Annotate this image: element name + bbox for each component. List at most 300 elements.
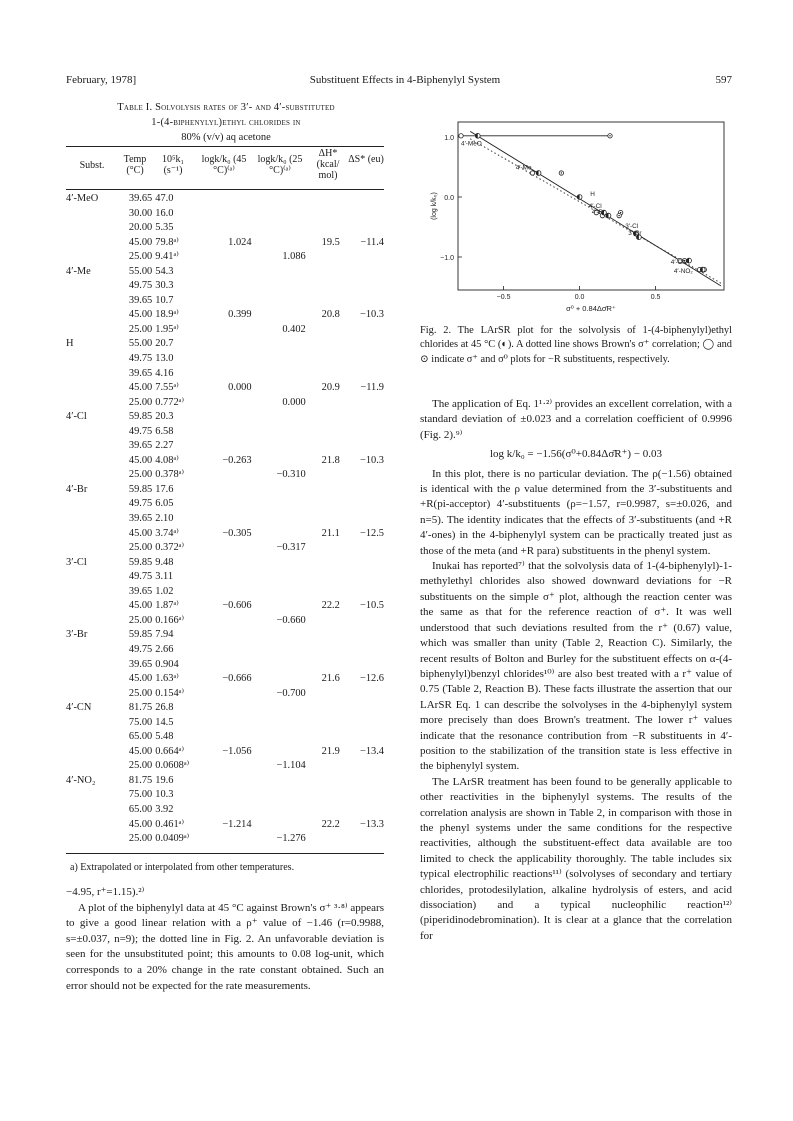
table-row [66, 818, 384, 833]
sigma-zero-point-dot [620, 212, 621, 213]
table-cell-ds: −12.5 [359, 527, 384, 539]
table-cell-dh: 20.9 [321, 382, 340, 394]
table-cell-ds [340, 614, 384, 629]
table-cell-k: 7.55ᵃ⁾ [155, 382, 179, 394]
table-cell-temp: 25.00 [128, 469, 153, 481]
table-top-rule [66, 146, 384, 147]
table-cell-dh [306, 628, 340, 643]
table-cell-temp: 65.00 [128, 803, 153, 815]
table-cell-l45 [201, 483, 251, 498]
x-tick-label: 0.5 [650, 294, 661, 301]
table-cell-temp: 45.00 [128, 382, 153, 394]
table-cell-l25 [252, 207, 306, 222]
table-cell-subst [66, 818, 118, 833]
table-row [66, 352, 384, 367]
table-cell-l25 [252, 730, 306, 745]
table-cell-temp: 39.65 [128, 193, 153, 204]
table-cell-temp: 25.00 [128, 396, 153, 408]
table-row [66, 527, 384, 542]
table-cell-ds [340, 687, 384, 702]
table-cell-subst [66, 207, 118, 222]
table-cell-dh [306, 468, 340, 483]
table-cell-l25 [252, 585, 306, 600]
table-cell-ds [340, 250, 384, 265]
table-row [66, 192, 384, 207]
table-cell-k: 54.3 [155, 265, 174, 277]
table-cell-l25 [252, 643, 306, 658]
table-cell-l45: 0.000 [228, 382, 252, 394]
table-cell-l45: −0.606 [222, 600, 252, 612]
table-cell-ds [340, 367, 384, 382]
table-cell-l45 [201, 788, 251, 803]
table-cell-dh: 21.6 [321, 673, 340, 685]
table-cell-l45 [201, 541, 251, 556]
table-cell-ds [340, 483, 384, 498]
table-cell-temp: 39.65 [128, 294, 153, 306]
table-cell-l45 [201, 658, 251, 673]
table-cell-subst [66, 454, 118, 469]
point-label-br3: 3′-Br [628, 229, 642, 237]
table-cell-l45 [201, 192, 251, 207]
table-cell-l25 [252, 818, 306, 833]
table-cell-dh [306, 367, 340, 382]
table-cell-subst [66, 585, 118, 600]
header-logk25: logk/k₀ (25 °C)⁽ᵃ⁾ [257, 154, 303, 176]
table-cell-dh [306, 832, 340, 847]
table-row [66, 832, 384, 847]
right-paragraph-1: The application of Eq. 1¹·²⁾ provides an excellent correlation, with a standard deviation of ±0.023 and a correlation coefficient of 0.9996 (Fig. 2).⁹⁾ [420, 398, 732, 441]
table-cell-l45: −1.056 [222, 745, 252, 757]
table-cell-k: 79.8ᵃ⁾ [155, 236, 179, 248]
table-cell-ds [340, 468, 384, 483]
table-cell-l25 [252, 788, 306, 803]
table-cell-dh [306, 207, 340, 222]
table-cell-k: 16.0 [155, 207, 174, 219]
left-paragraph-2: A plot of the biphenylyl data at 45 °C against Brown's σ⁺ ³·⁸⁾ appears to give a good linear relation with a ρ⁺ value of −1.46 (r=0.9988, s=±0.037, n=9); the dotted line in Fig. 2. An unfavorable deviation is seen for the unsubstituted point; this amounts to 0.08 log-unit, which corresponds to a 20% change in the rate constant obtained. Such an error should not be expected for the rate measurements. [66, 901, 384, 992]
table-caption-line3: 80% (v/v) aq acetone [181, 132, 271, 143]
table-caption-line1: Table I. Solvolysis rates of 3′- and 4′-substituted [117, 102, 335, 113]
point-label-me: 4′-Me [515, 164, 532, 172]
table-row [66, 512, 384, 527]
table-cell-temp: 25.00 [128, 251, 153, 263]
table-cell-ds [340, 832, 384, 847]
y-tick-label: 1.0 [444, 135, 454, 142]
table-cell-ds [340, 570, 384, 585]
table-cell-l45 [201, 410, 251, 425]
table-cell-subst [66, 759, 118, 774]
left-paragraph-1: −4.95, r⁺=1.15).²⁾ [66, 886, 145, 898]
table-row [66, 483, 384, 498]
table-cell-dh [306, 585, 340, 600]
table-cell-subst [66, 308, 118, 323]
table-cell-subst [66, 352, 118, 367]
table-cell-l45 [201, 512, 251, 527]
table-cell-l45 [201, 207, 251, 222]
table-cell-subst: 4′-MeO [66, 193, 99, 204]
table-row [66, 367, 384, 382]
sigma-plus-point [459, 134, 463, 138]
table-cell-dh: 21.1 [321, 527, 340, 539]
point-label-cl4: 4′-Cl [588, 202, 602, 210]
table-cell-l45 [201, 439, 251, 454]
table-cell-k: 20.3 [155, 411, 174, 423]
table-cell-subst [66, 236, 118, 251]
table-cell-k: 0.904 [155, 658, 179, 670]
table-cell-dh [306, 512, 340, 527]
table-cell-k: 5.48 [155, 731, 174, 743]
table-cell-k: 0.461ᵃ⁾ [155, 818, 185, 830]
table-cell-l25 [252, 454, 306, 469]
table-row [66, 643, 384, 658]
table-row [66, 221, 384, 236]
right-paragraph-4: The LArSR treatment has been found to be generally applicable to other reactivities in the biphenylyl systems. The results of the correlation analysis are shown in Table 2, in comparison with those in the phenyl systems under the same conditions for the respective reactivities, although the substituent-effect data available are too limited to check the applicability thoroughly. The table includes six typical electrophilic reactions¹¹⁾ (solvolyses of secondary and tertiary chlorides, protodesilylation, alkaline hydrolysis of esters, and acid dissociation) and a typical nucleophilic reaction¹²⁾ (piperidinodebromination). It is clear at a glance that the correlation for [420, 775, 732, 942]
table-cell-temp: 45.00 [128, 236, 153, 248]
table-cell-l45: −0.305 [222, 527, 252, 539]
table-cell-ds [340, 352, 384, 367]
table-row [66, 265, 384, 280]
page-number: 597 [715, 74, 732, 86]
table-cell-dh: 22.2 [321, 600, 340, 612]
table-cell-l25 [252, 265, 306, 280]
table-cell-ds [340, 701, 384, 716]
table-cell-l25 [252, 425, 306, 440]
table-row [66, 381, 384, 396]
table-cell-temp: 49.75 [128, 280, 153, 292]
table-cell-dh: 20.8 [321, 309, 340, 321]
table-cell-temp: 30.00 [128, 207, 153, 219]
table-cell-dh [306, 788, 340, 803]
table-cell-ds [340, 730, 384, 745]
table-cell-l25 [252, 658, 306, 673]
table-cell-k: 47.0 [155, 193, 174, 204]
table-cell-l45 [201, 265, 251, 280]
table-cell-dh [306, 730, 340, 745]
running-header-title: Substituent Effects in 4-Biphenylyl System [309, 74, 501, 86]
table-row [66, 279, 384, 294]
table-row [66, 207, 384, 222]
table-cell-ds [340, 265, 384, 280]
table-cell-l25 [252, 294, 306, 309]
table-cell-subst [66, 323, 118, 338]
header-k1: 10⁵k₁ (s⁻¹) [162, 154, 184, 176]
table-cell-l25: −0.310 [276, 469, 306, 481]
table-cell-l25 [252, 701, 306, 716]
table-bottom-rule [66, 853, 384, 854]
table-cell-ds [340, 425, 384, 440]
table-cell-ds [340, 337, 384, 352]
x-axis-label: σ⁰ + 0.84Δσ̄R⁺ [566, 304, 616, 313]
table-cell-temp: 49.75 [128, 425, 153, 437]
table-cell-k: 0.166ᵃ⁾ [155, 614, 185, 626]
table-cell-l25: 0.000 [282, 396, 306, 408]
table-cell-ds [340, 192, 384, 207]
table-cell-subst [66, 497, 118, 512]
table-cell-l45 [201, 497, 251, 512]
table-cell-l25: 0.402 [282, 323, 306, 335]
table-cell-ds [340, 279, 384, 294]
table-cell-dh [306, 410, 340, 425]
table-cell-temp: 25.00 [128, 833, 153, 845]
table-cell-subst [66, 221, 118, 236]
table-cell-l25 [252, 483, 306, 498]
table-cell-dh: 19.5 [321, 236, 340, 248]
table-cell-dh [306, 658, 340, 673]
table-cell-l25 [252, 570, 306, 585]
table-row [66, 294, 384, 309]
table-cell-ds [340, 207, 384, 222]
table-cell-temp: 20.00 [128, 222, 153, 234]
table-cell-temp: 45.00 [128, 309, 153, 321]
table-row [66, 323, 384, 338]
table-cell-k: 0.0608ᵃ⁾ [155, 760, 190, 772]
table-cell-l45 [201, 294, 251, 309]
right-paragraph-2: In this plot, there is no particular deviation. The ρ(−1.56) obtained is identical with the ρ value determined from the 3′-substituents and +R(pi-acceptor) 4′-substituents (ρ=−1.57, r=0.9987, s=±0.026, and n=5). The identity indicates that the effects of 3′-substituents (and +R 4′-ones) in the 4-biphenylyl system can be practically treated just as those of the meta (and +R para) substituents in the phenyl system. [420, 467, 732, 557]
table-cell-ds [340, 497, 384, 512]
table-row [66, 788, 384, 803]
table-header [66, 148, 384, 188]
table-cell-dh [306, 556, 340, 571]
point-label-no2: 4′-NO₂ [673, 268, 693, 276]
table-row [66, 774, 384, 789]
table-cell-subst [66, 658, 118, 673]
table-row [66, 425, 384, 440]
header-dh: ΔH* (kcal/ mol) [316, 148, 340, 181]
table-cell-dh [306, 759, 340, 774]
table-cell-l25: −1.276 [276, 833, 306, 845]
table-cell-subst [66, 570, 118, 585]
table-cell-k: 0.378ᵃ⁾ [155, 469, 185, 481]
table-cell-subst: 4′-Cl [66, 411, 87, 423]
table-cell-k: 1.87ᵃ⁾ [155, 600, 179, 612]
table-row [66, 745, 384, 760]
equation-1: log k/k₀ = −1.56(σ⁰+0.84Δσ̄R⁺) − 0.03 [489, 448, 663, 461]
table-cell-k: 5.35 [155, 222, 174, 234]
x-tick-label: −0.5 [496, 294, 511, 301]
table-cell-k: 0.664ᵃ⁾ [155, 745, 185, 757]
solvolysis-table [66, 192, 384, 847]
table-cell-k: 4.16 [155, 367, 174, 379]
table-cell-temp: 25.00 [128, 542, 153, 554]
right-paragraph-3: Inukai has reported⁷⁾ that the solvolysis data of 1-(4-biphenylyl)-1-methylethyl chlorides also showed downward deviations for −R substituents on the simple σ⁺ plot, although the reaction center was the same as that for the reference reaction of σ⁺. It was well understood that such deviations resulted from the r⁺ (0.67) value, which was smaller than unity (Table 2, Reaction C). Similarly, the recent results of Bolton and Burley for the substituent effects on α-(4-biphenylyl)benzyl chlorides¹⁰⁾ are also best treated with a r⁺ value of 0.75 (Table 2, Reaction B). These facts illustrate the assertion that our LArSR Eq. 1 can describe the solvolyses in the 4-biphenylyl system more precisely than does Brown's treatment. The lower r⁺ values indicate that the resonance contribution from −R substituents in 4′-position to the stabilization of the transition state is less effective in the biphenylyl system. [420, 560, 732, 773]
table-cell-ds [340, 658, 384, 673]
table-cell-subst [66, 425, 118, 440]
table-cell-temp: 39.65 [128, 367, 153, 379]
table-cell-l25: −1.104 [276, 760, 306, 772]
table-cell-l45 [201, 716, 251, 731]
table-cell-temp: 81.75 [128, 774, 153, 786]
table-cell-subst [66, 541, 118, 556]
table-cell-temp: 59.85 [128, 556, 153, 568]
table-cell-ds: −11.9 [360, 382, 384, 394]
table-cell-temp: 45.00 [128, 454, 153, 466]
table-cell-temp: 81.75 [128, 702, 153, 714]
sigma-zero-point-dot [561, 172, 562, 173]
table-cell-l45 [201, 585, 251, 600]
table-row [66, 730, 384, 745]
table-cell-l45 [201, 323, 251, 338]
table-cell-l45 [201, 687, 251, 702]
table-cell-dh [306, 352, 340, 367]
figure-caption: Fig. 2. The LArSR plot for the solvolysis of 1-(4-biphenylyl)ethyl chlorides at 45 °C (◐). A dotted line shows Brown's σ⁺ correlation; ◯ and ⊙ indicate σ⁺ and σ⁰ plots for −R substituents, respectively. [420, 325, 732, 365]
table-cell-k: 3.92 [155, 803, 174, 815]
table-cell-k: 0.372ᵃ⁾ [155, 542, 185, 554]
table-cell-ds [340, 643, 384, 658]
table-cell-k: 1.95ᵃ⁾ [155, 323, 179, 335]
table-cell-ds [340, 410, 384, 425]
table-cell-l25 [252, 279, 306, 294]
table-cell-subst [66, 745, 118, 760]
table-cell-dh [306, 250, 340, 265]
table-cell-l25 [252, 672, 306, 687]
table-cell-dh [306, 774, 340, 789]
table-cell-k: 9.48 [155, 556, 174, 568]
table-cell-subst [66, 614, 118, 629]
table-cell-l25 [252, 381, 306, 396]
sigma-zero-point-dot [609, 135, 610, 136]
table-cell-dh: 22.2 [321, 818, 340, 830]
table-cell-subst: 4′-Me [66, 265, 91, 277]
table-caption-line2: 1-(4-biphenylyl)ethyl chlorides in [151, 117, 301, 128]
table-cell-l45 [201, 614, 251, 629]
table-cell-subst [66, 279, 118, 294]
table-cell-subst [66, 672, 118, 687]
table-cell-subst [66, 716, 118, 731]
table-row [66, 541, 384, 556]
table-cell-l25 [252, 221, 306, 236]
table-cell-ds: −10.3 [359, 309, 384, 321]
table-cell-subst [66, 599, 118, 614]
table-cell-l45 [201, 832, 251, 847]
table-cell-k: 17.6 [155, 483, 174, 495]
table-cell-temp: 65.00 [128, 731, 153, 743]
table-cell-l25: −0.700 [276, 687, 306, 699]
header-subst: Subst. [79, 160, 105, 171]
table-cell-l25 [252, 236, 306, 251]
table-row [66, 672, 384, 687]
table-row [66, 468, 384, 483]
table-cell-subst: 4′-CN [66, 702, 92, 714]
table-cell-ds [340, 716, 384, 731]
table-cell-ds [340, 396, 384, 411]
table-cell-temp: 49.75 [128, 498, 153, 510]
table-cell-subst [66, 367, 118, 382]
table-cell-temp: 75.00 [128, 716, 153, 728]
table-footnote: a) Extrapolated or interpolated from other temperatures. [70, 862, 295, 873]
table-cell-ds: −10.5 [359, 600, 384, 612]
table-row [66, 236, 384, 251]
table-row [66, 658, 384, 673]
table-row [66, 497, 384, 512]
table-row [66, 410, 384, 425]
table-cell-ds: −13.3 [359, 818, 384, 830]
table-row [66, 337, 384, 352]
point-label-br4: 4′-Br [591, 208, 606, 216]
table-cell-subst [66, 396, 118, 411]
table-cell-temp: 45.00 [128, 745, 153, 757]
table-row [66, 585, 384, 600]
table-cell-l25 [252, 439, 306, 454]
table-cell-l25 [252, 527, 306, 542]
table-cell-dh [306, 614, 340, 629]
table-cell-subst: 3′-Cl [66, 556, 87, 568]
right-column-text [420, 397, 732, 944]
table-row [66, 439, 384, 454]
table-cell-dh [306, 643, 340, 658]
table-cell-l25 [252, 745, 306, 760]
table-cell-temp: 45.00 [128, 818, 153, 830]
table-cell-l45 [201, 556, 251, 571]
table-cell-k: 6.05 [155, 498, 174, 510]
table-row [66, 701, 384, 716]
table-row [66, 308, 384, 323]
table-cell-dh: 21.9 [321, 745, 340, 757]
table-cell-dh [306, 483, 340, 498]
point-label-h: H [590, 190, 595, 198]
header-ds: ΔS* (eu) [348, 154, 384, 165]
table-cell-k: 20.7 [155, 338, 174, 350]
table-cell-l25 [252, 337, 306, 352]
table-cell-l25: 1.086 [282, 251, 306, 263]
table-cell-temp: 55.00 [128, 338, 153, 350]
table-cell-subst: 4′-NO₂ [66, 774, 96, 786]
table-row [66, 716, 384, 731]
table-cell-ds [340, 628, 384, 643]
table-cell-temp: 39.65 [128, 585, 153, 597]
table-cell-l45: −0.263 [222, 454, 252, 466]
table-cell-l45 [201, 279, 251, 294]
table-cell-temp: 45.00 [128, 600, 153, 612]
table-cell-l25 [252, 497, 306, 512]
table-cell-l45: −0.666 [222, 673, 252, 685]
table-cell-ds [340, 788, 384, 803]
table-cell-l45: −1.214 [222, 818, 252, 830]
table-cell-l25 [252, 352, 306, 367]
table-cell-dh [306, 192, 340, 207]
table-cell-k: 18.9ᵃ⁾ [155, 309, 179, 321]
figure-2-plot [428, 118, 733, 328]
table-cell-k: 2.66 [155, 643, 174, 655]
table-cell-temp: 25.00 [128, 614, 153, 626]
table-cell-dh [306, 279, 340, 294]
table-cell-temp: 75.00 [128, 789, 153, 801]
table-cell-l25: −0.317 [276, 542, 306, 554]
header-temp: Temp (°C) [123, 154, 147, 176]
table-caption [66, 100, 386, 145]
table-cell-k: 7.94 [155, 629, 174, 641]
table-cell-temp: 25.00 [128, 687, 153, 699]
table-cell-dh [306, 323, 340, 338]
table-cell-temp: 25.00 [128, 760, 153, 772]
point-label-cn: 4′-CN [670, 259, 687, 267]
table-cell-dh [306, 425, 340, 440]
table-row [66, 454, 384, 469]
table-row [66, 556, 384, 571]
header-logk45: logk/k₀ (45 °C)⁽ᵃ⁾ [201, 154, 247, 176]
table-cell-ds [340, 556, 384, 571]
table-cell-l25 [252, 716, 306, 731]
table-cell-l45 [201, 337, 251, 352]
table-cell-temp: 45.00 [128, 673, 153, 685]
table-cell-ds [340, 803, 384, 818]
table-cell-l45 [201, 628, 251, 643]
table-cell-subst [66, 832, 118, 847]
table-cell-dh [306, 541, 340, 556]
left-column-text [66, 885, 384, 994]
table-cell-k: 9.41ᵃ⁾ [155, 251, 179, 263]
table-cell-dh [306, 497, 340, 512]
table-cell-l45 [201, 425, 251, 440]
table-cell-l45 [201, 367, 251, 382]
